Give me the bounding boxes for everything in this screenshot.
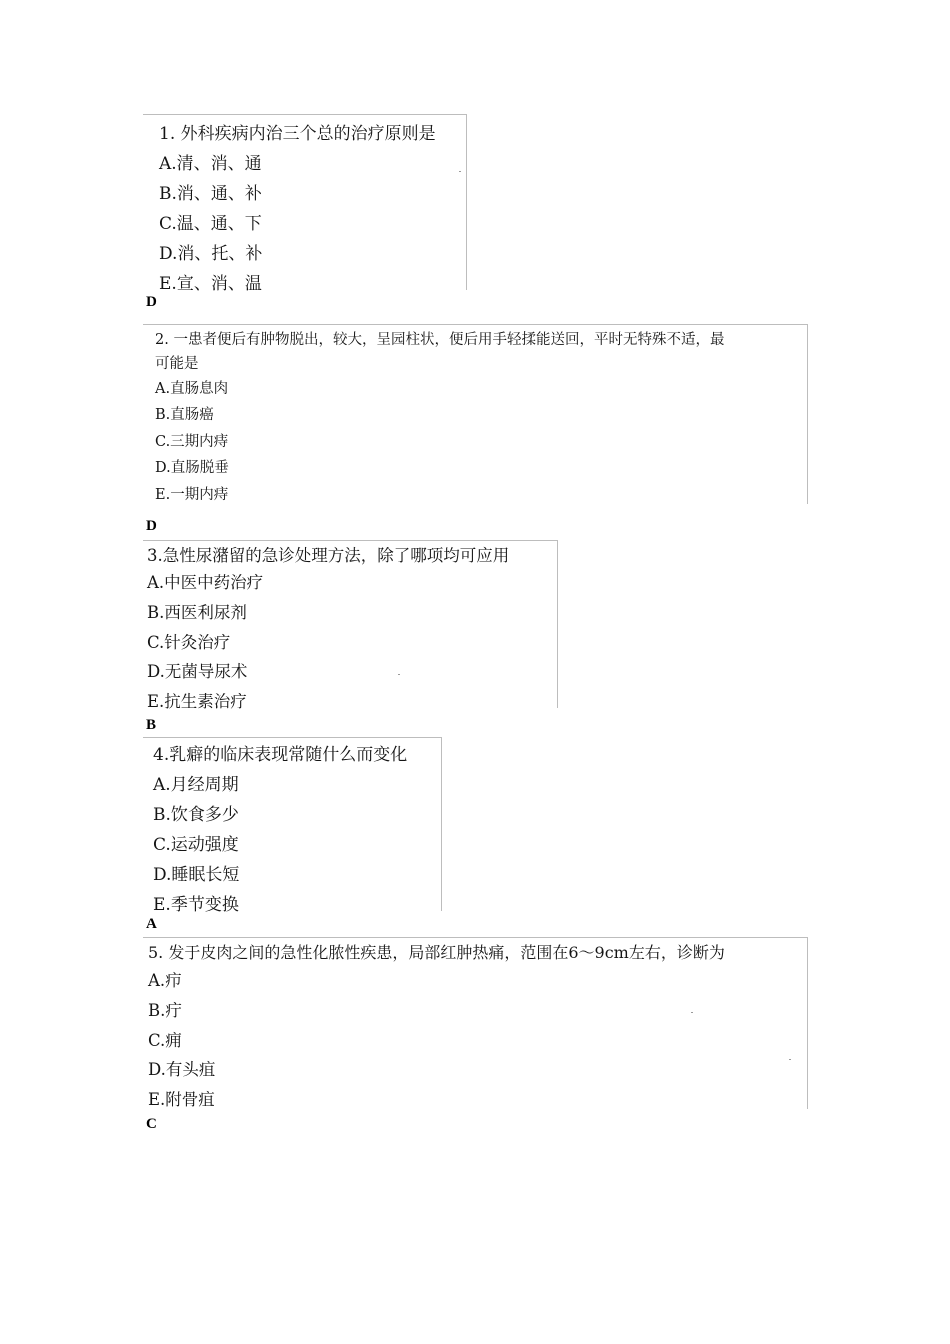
question-2-stem-line-2: 可能是	[155, 356, 199, 372]
question-2-answer: D	[146, 518, 157, 534]
question-1-box	[143, 114, 467, 294]
scan-speck	[789, 1059, 791, 1060]
question-5-option-c: C.痈	[148, 1031, 182, 1050]
question-5-option-e: E.附骨疽	[148, 1090, 215, 1109]
question-3-stem: 3.急性尿潴留的急诊处理方法，除了哪项均可应用	[147, 546, 510, 565]
question-3-answer: B	[146, 717, 157, 733]
question-1-answer: D	[146, 294, 157, 310]
scan-speck	[398, 674, 400, 675]
question-3-box	[143, 540, 558, 711]
question-4-option-b: B.饮食多少	[153, 805, 239, 825]
question-3-option-d: D.无菌导尿术	[147, 662, 248, 681]
question-5-stem: 5. 发于皮肉之间的急性化脓性疾患，局部红肿热痛，范围在6～9cm左右，诊断为	[148, 943, 725, 962]
question-3-option-a: A.中医中药治疗	[147, 573, 264, 592]
scan-speck	[459, 171, 461, 172]
scan-speck	[691, 1012, 693, 1013]
question-2-option-a: A.直肠息肉	[155, 381, 229, 397]
question-3-option-b: B.西医利尿剂	[147, 603, 247, 622]
question-1-stem: 1. 外科疾病内治三个总的治疗原则是	[159, 124, 436, 144]
question-3-option-e: E.抗生素治疗	[147, 692, 247, 711]
question-1-option-d: D.消、托、补	[159, 244, 263, 264]
question-2-option-d: D.直肠脱垂	[155, 460, 229, 476]
question-1-option-a: A.清、消、通	[159, 154, 262, 174]
question-4-option-e: E.季节变换	[153, 895, 239, 915]
question-4-box	[143, 737, 442, 915]
question-4-option-c: C.运动强度	[153, 835, 239, 855]
question-5-option-a: A.疖	[148, 971, 182, 990]
question-2-stem-line-1: 2. 一患者便后有肿物脱出，较大，呈园柱状，便后用手轻揉能送回，平时无特殊不适，最	[155, 332, 725, 348]
question-2-option-c: C.三期内痔	[155, 434, 229, 450]
question-4-answer: A	[146, 916, 157, 932]
question-4-option-d: D.睡眠长短	[153, 865, 240, 885]
question-5-answer: C	[146, 1116, 157, 1132]
question-4-stem: 4.乳癖的临床表现常随什么而变化	[153, 745, 408, 765]
question-1-option-c: C.温、通、下	[159, 214, 262, 234]
question-1-option-e: E.宣、消、温	[159, 274, 262, 294]
question-5-option-d: D.有头疽	[148, 1060, 216, 1079]
question-5-box	[143, 937, 808, 1109]
question-2-option-b: B.直肠癌	[155, 407, 214, 423]
question-5-option-b: B.疔	[148, 1001, 182, 1020]
question-4-option-a: A.月经周期	[153, 775, 239, 795]
question-2-option-e: E.一期内痔	[155, 487, 229, 503]
question-3-option-c: C.针灸治疗	[147, 633, 231, 652]
question-1-option-b: B.消、通、补	[159, 184, 262, 204]
question-2-box	[143, 324, 808, 504]
